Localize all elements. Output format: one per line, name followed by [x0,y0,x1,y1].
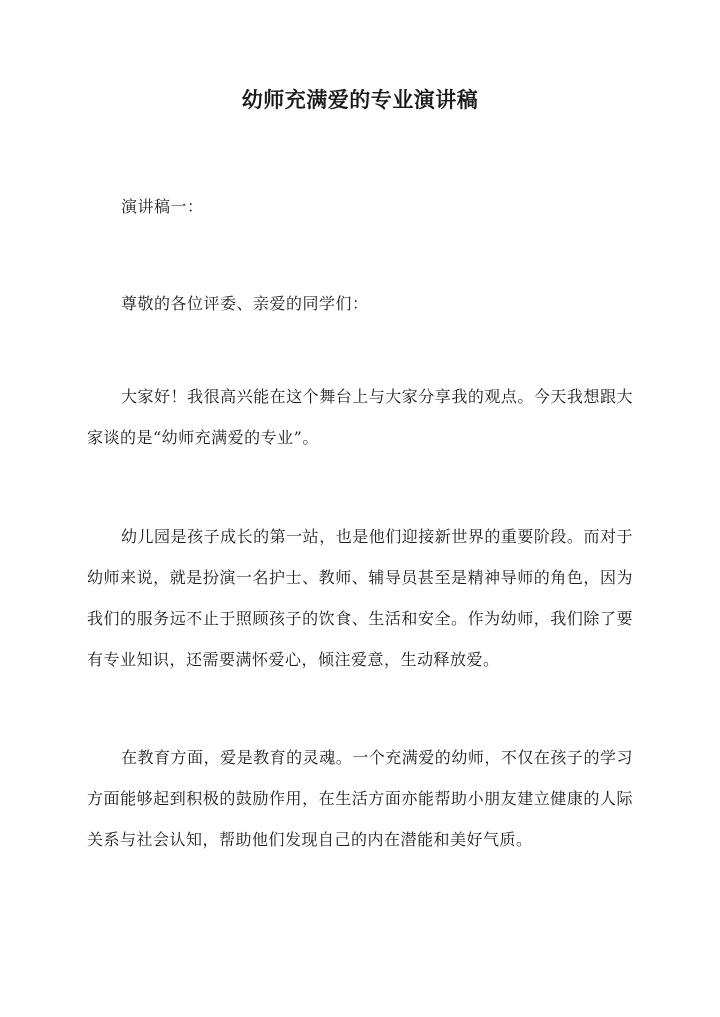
kindergarten-paragraph: 幼儿园是孩子成长的第一站，也是他们迎接新世界的重要阶段。而对于幼师来说，就是扮演一名护士、教师、辅导员甚至是精神导师的角色，因为我们的服务远不止于照顾孩子的饮食、生活和安全。作为幼师，我们除了要有专业知识，还需要满怀爱心，倾注爱意，生动释放爱。 [87,527,633,669]
education-paragraph: 在教育方面，爱是教育的灵魂。一个充满爱的幼师，不仅在孩子的学习方面能够起到积极的鼓励作用，在生活方面亦能帮助小朋友建立健康的人际关系与社会认知，帮助他们发现自己的内在潜能和美好气质。 [87,748,633,849]
document-title: 幼师充满爱的专业演讲稿 [241,87,479,112]
greeting-paragraph: 大家好！我很高兴能在这个舞台上与大家分享我的观点。今天我想跟大家谈的是“幼师充满爱的专业”。 [87,387,633,447]
speech-heading: 演讲稿一： [121,197,204,216]
salutation-paragraph: 尊敬的各位评委、亲爱的同学们： [121,294,369,313]
